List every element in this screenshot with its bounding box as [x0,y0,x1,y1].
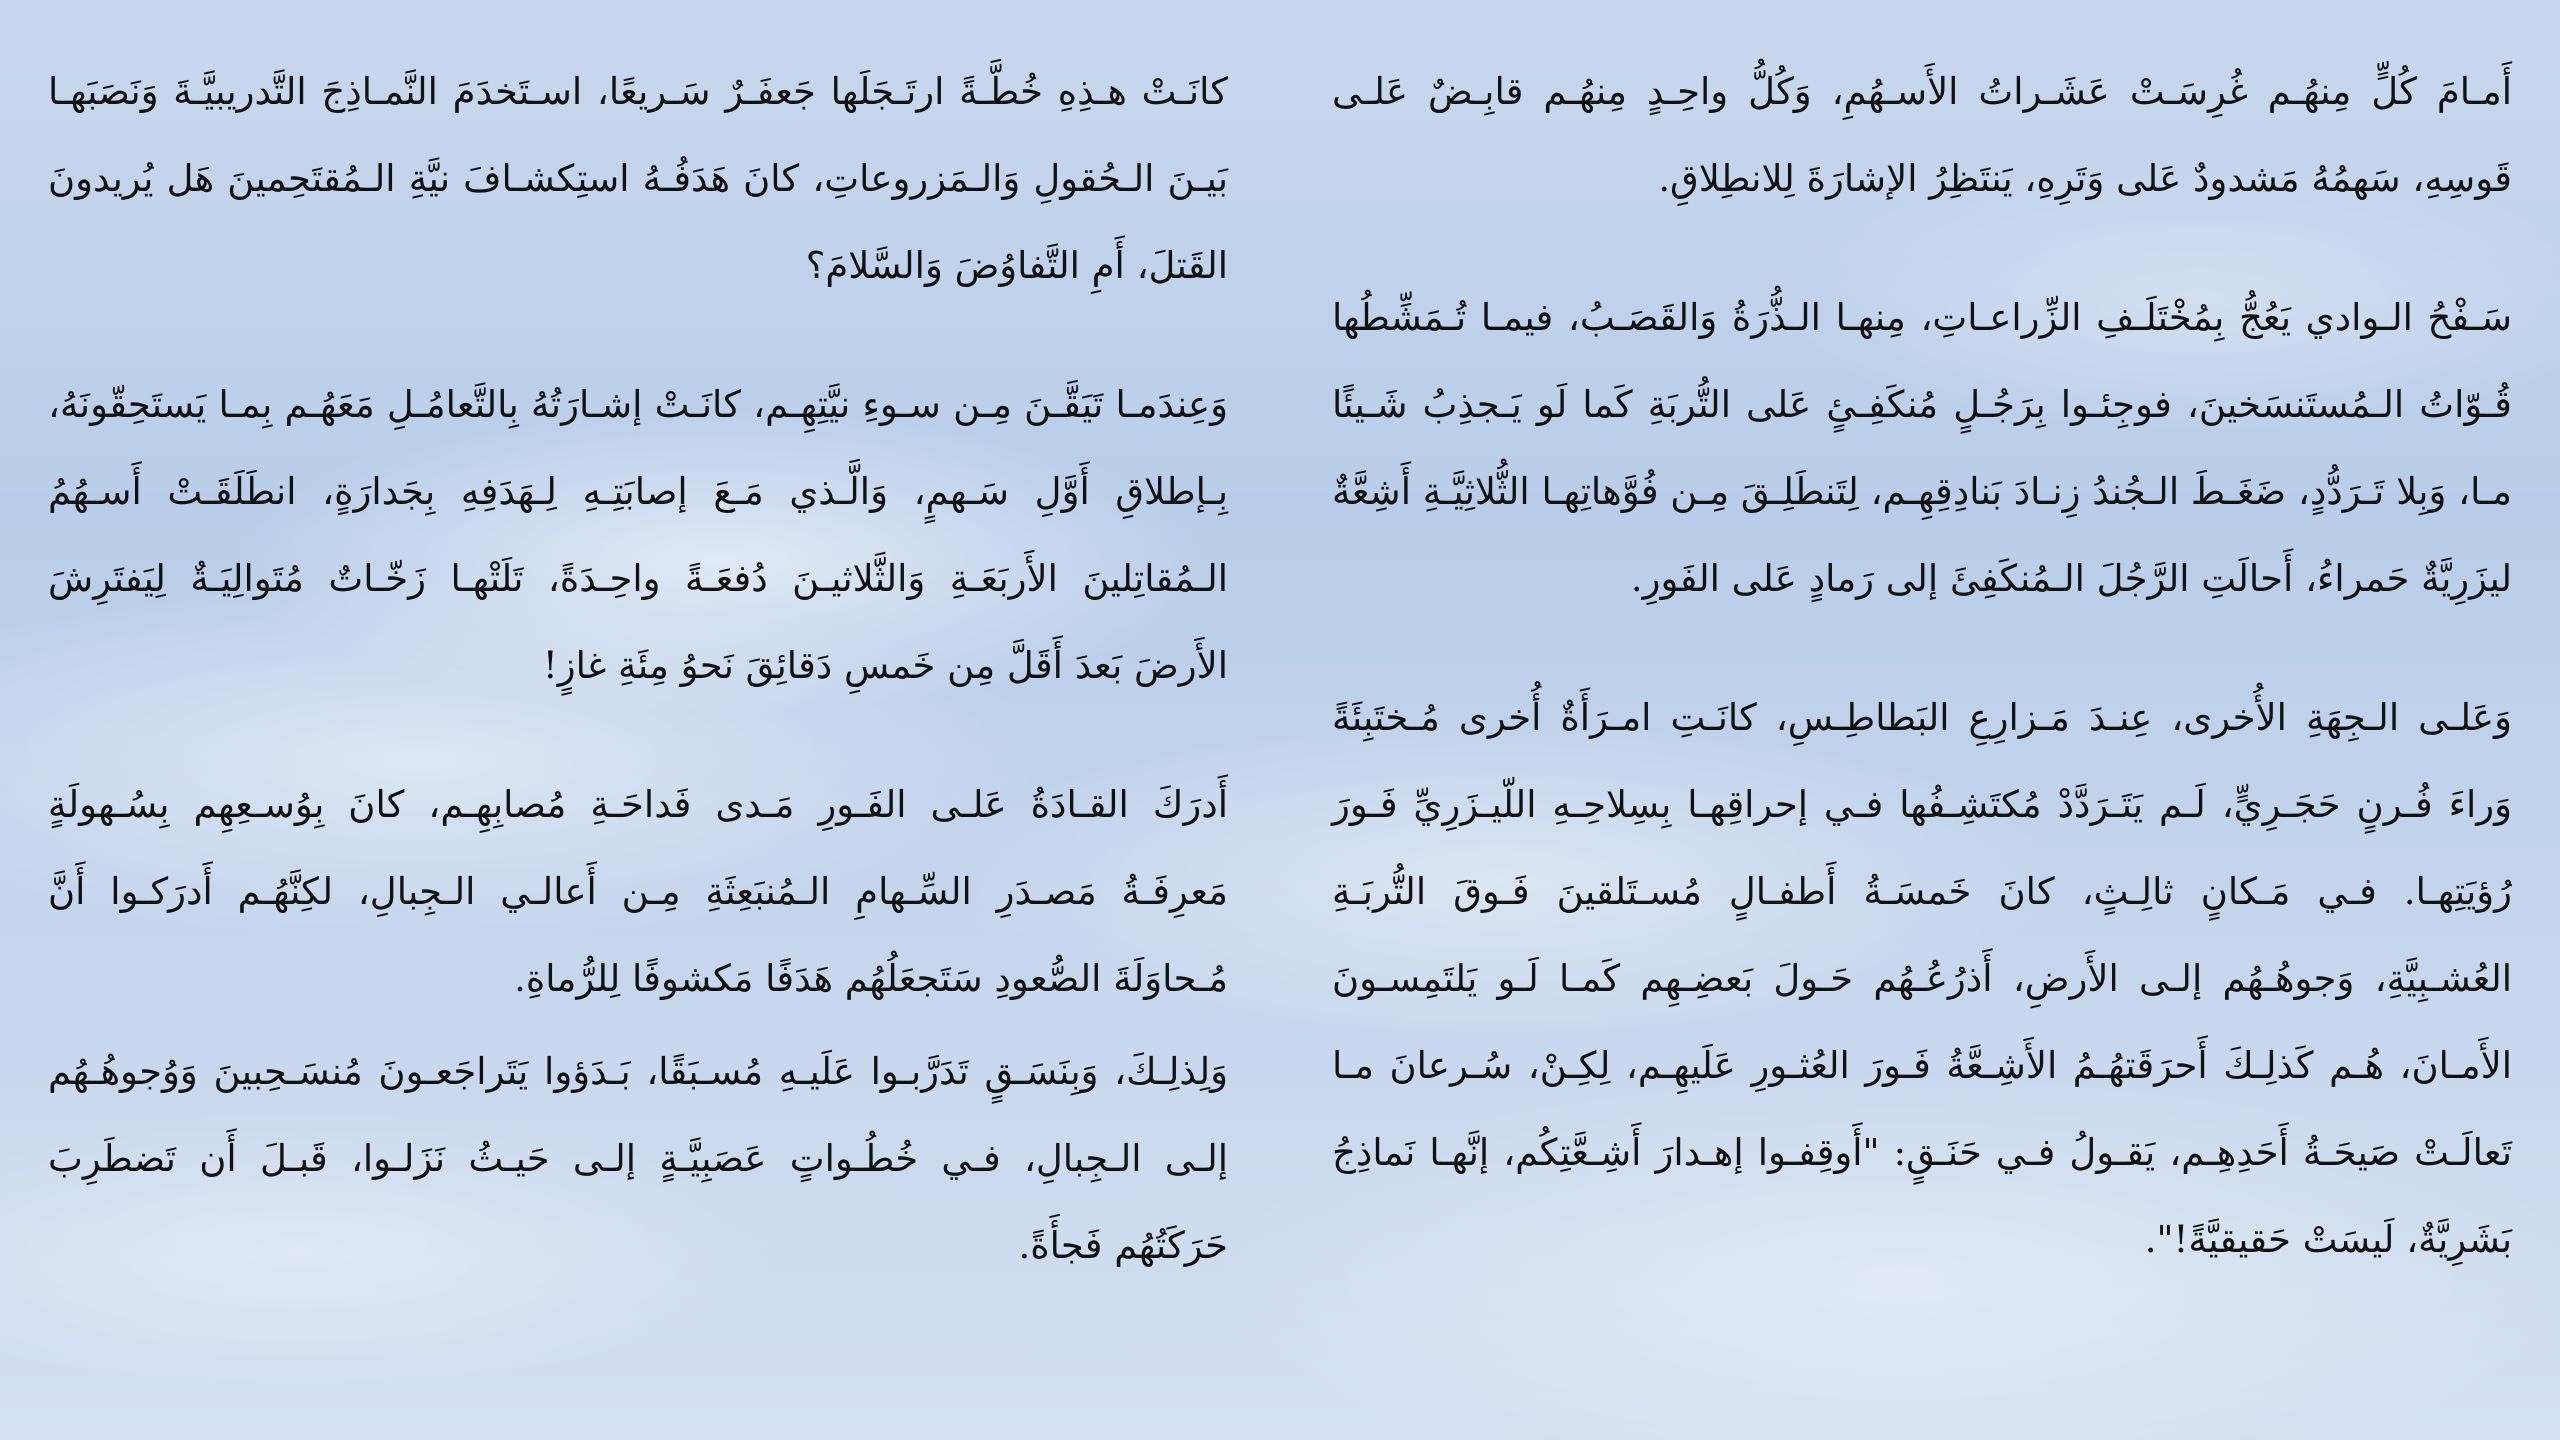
paragraph: سَـفْحُ الـوادي يَعُجُّ بِمُخْتَلَـفِ الزِّراعـاتِ، مِنهـا الـذُّرَةُ وَالقَصَـبُ، فيمـا تُـمَشِّطُها قُـوّاتُ الـمُستَنسَخينَ، فوجِئـوا بِرَجُـلٍ مُنكَفِـئٍ عَلى التُّربَةِ كَما لَو يَـجذِبُ شَـيئًا مـا، وَبِلا تَـرَدُّدٍ، ضَغَـطَ الـجُندُ زِنـادَ بَنادِقِهِـم، لِتَنطَلِـقَ مِـن فُوَّهاتِهـا الثُّلاثِيَّـةِ أَشِعَّةٌ ليزَرِيَّةٌ حَمراءُ، أَحالَتِ الرَّجُلَ الـمُنكَفِئَ إلى رَمادٍ عَلى الفَورِ. [1332,296,2512,600]
paragraph: وَعَلـى الـجِهَةِ الأُخرى، عِنـدَ مَـزارِعِ البَطاطِـسِ، كانَـتِ امـرَأَةٌ أُخرى مُـختَبِئَةً وَراءَ فُـرنٍ حَجَـرِيٍّ، لَـم يَتَـرَدَّدْ مُكتَشِـفُها فـي إحراقِهـا بِسِلاحِـهِ اللّيـزَرِيِّ فَـورَ رُؤيَتِهـا. فـي مَـكانٍ ثالِـثٍ، كانَ خَمسَـةُ أَطفـالٍ مُسـتَلقينَ فَـوقَ التُّربَـةِ العُشـبِيَّةِ، وَجوهُـهُم إلـى الأَرضِ، أَذرُعُـهُم حَـولَ بَعضِـهِم كَمـا لَـو يَلتَمِسـونَ الأَمـانَ، هُـم كَذلِـكَ أَحرَقَتهُـمُ الأَشِـعَّةُ فَـورَ العُثـورِ عَلَيهِـم، لِكِـنْ، سُـرعانَ مـا تَعالَـتْ صَيحَـةُ أَحَدِهِـم، يَقـولُ فـي حَنَـقٍ: "أَوقِفـوا إهـدارَ أَشِـعَّتِكُم، إنَّهـا نَماذِجُ بَشَرِيَّةٌ، لَيسَتْ حَقيقيَّةً!". [1332,696,2512,1261]
paragraph: أَمـامَ كُلٍّ مِنهُـم غُرِسَـتْ عَشَـراتُ الأَسـهُمِ، وَكُلُّ واحِـدٍ مِنهُـم قابِـضٌ عَلـى قَوسِهِ، سَهمُهُ مَشدودٌ عَلى وَتَرِهِ، يَنتَظِرُ الإشارَةَ لِلانطِلاقِ. [1332,70,2512,200]
paragraph: وَعِندَمـا تَيَقَّـنَ مِـن سـوءِ نيَّتِهِـم، كانَـتْ إشـارَتُهُ بِالتَّعامُـلِ مَعَهُـم بِمـا يَستَحِقّونَهُ، بِـإطلاقِ أَوَّلِ سَـهمٍ، وَالَّـذي مَـعَ إصابَتِـهِ لِـهَدَفِهِ بِجَدارَةٍ، انطَلَقَـتْ أَسـهُمُ الـمُقاتِلينَ الأَربَعَـةِ وَالثَّلاثيـنَ دُفعَـةً واحِـدَةً، تَلَتْهـا زَخّـاتٌ مُتَوالِيَـةٌ لِيَفتَرِشَ الأَرضَ بَعدَ أَقَلَّ مِن خَمسِ دَقائِقَ نَحوُ مِئَةِ غازٍ! [48,383,1228,687]
paragraph: وَلِذلِـكَ، وَبِنَسَـقٍ تَدَرَّبـوا عَلَيـهِ مُسـبَقًا، بَـدَؤوا يَتَراجَعـونَ مُنسَـحِبينَ وَوُجوهُـهُم إلـى الـجِبالِ، فـي خُطُـواتٍ عَصَبِيَّـةٍ إلـى حَيـثُ نَزَلـوا، قَبـلَ أَن تَضطَرِبَ حَرَكَتُهُم فَجأَةً. [48,1050,1228,1267]
left-column [48,48,1228,1392]
paragraph: أَدرَكَ القـادَةُ عَلـى الفَـورِ مَـدى فَداحَـةِ مُصابِهِـم، كانَ بِوُسـعِهِم بِسُـهولَةٍ مَعرِفَـةُ مَصـدَرِ السِّـهامِ الـمُنبَعِثَةِ مِـن أَعالـي الـجِبالِ، لكِنَّهُـم أَدرَكـوا أَنَّ مُـحاوَلَةَ الصُّعودِ سَتَجعَلُهُم هَدَفًا مَكشوفًا لِلرُّماةِ. [48,783,1228,1000]
paragraph: كانَـتْ هـذِهِ خُطَّـةً ارتَـجَلَها جَعفَـرٌ سَـريعًا، اسـتَخدَمَ النَّمـاذِجَ التَّدريبيَّـةَ وَنَصَبَهـا بَيـنَ الـحُقولِ وَالـمَزروعاتِ، كانَ هَدَفُـهُ استِكشـافَ نيَّةِ الـمُقتَحِمينَ هَل يُريدونَ القَتلَ، أَمِ التَّفاوُضَ وَالسَّلامَ؟ [48,70,1228,287]
two-column-page [48,48,2512,1392]
right-column [1332,48,2512,1392]
